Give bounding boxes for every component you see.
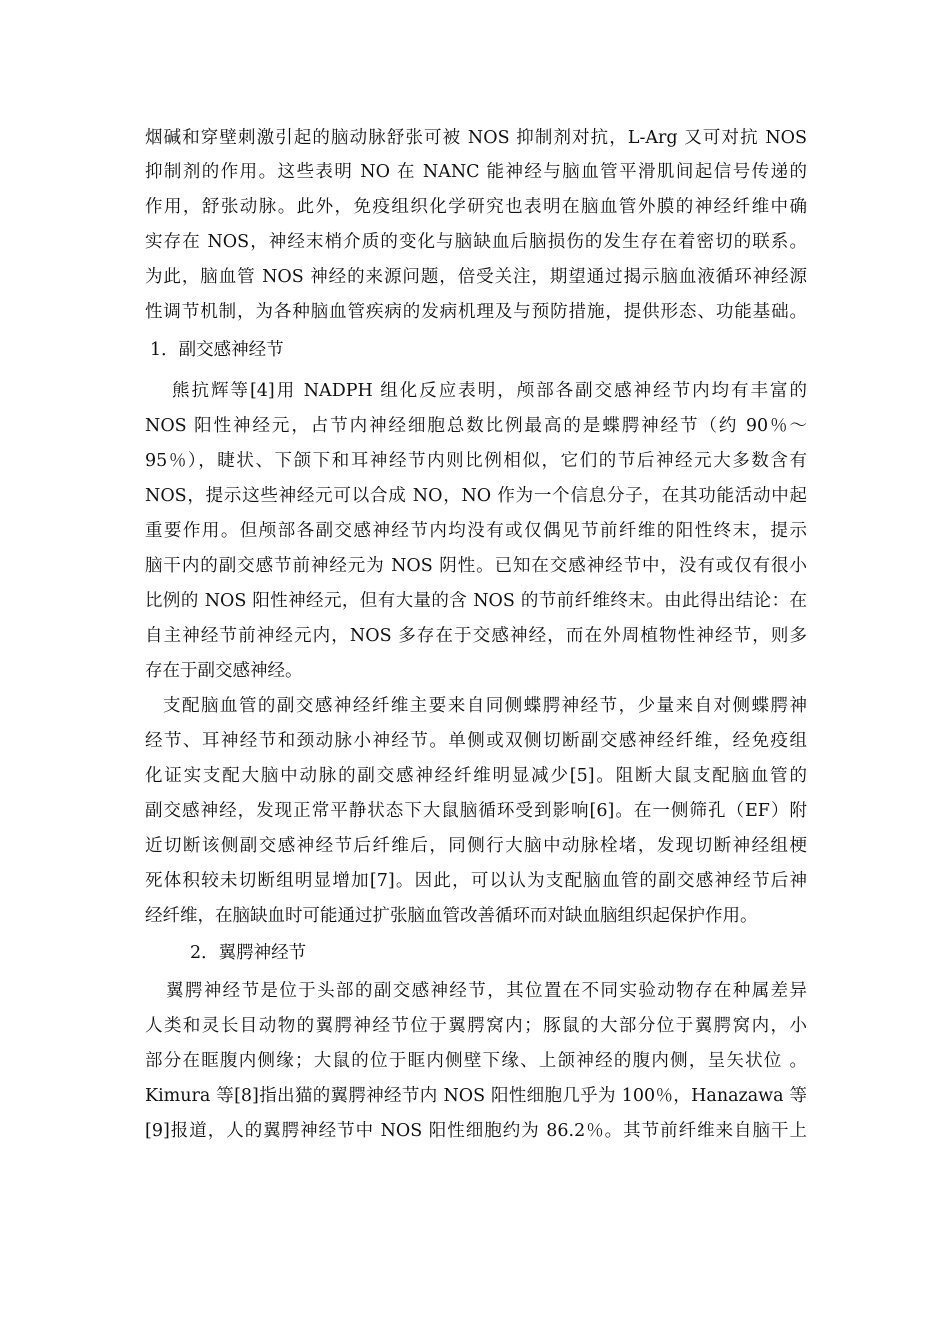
text-line: 比例的 NOS 阳性神经元，但有大量的含 NOS 的节前纤维终末。由此得出结论：在 — [145, 591, 807, 611]
text-line: 烟碱和穿壁刺激引起的脑动脉舒张可被 NOS 抑制剂对抗，L-Arg 又可对抗 NOS — [145, 128, 807, 148]
text-line: 实存在 NOS，神经末梢介质的变化与脑缺血后脑损伤的发生存在着密切的联系。 — [145, 232, 807, 252]
text-line: 性调节机制，为各种脑血管疾病的发病机理及与预防措施，提供形态、功能基础。 — [145, 302, 807, 322]
text-line: 熊抗辉等[4]用 NADPH 组化反应表明，颅部各副交感神经节内均有丰富的 — [172, 381, 807, 401]
text-line: 经纤维，在脑缺血时可能通过扩张脑血管改善循环而对缺血脑组织起保护作用。 — [145, 906, 758, 926]
text-line: 支配脑血管的副交感神经纤维主要来自同侧蝶腭神经节，少量来自对侧蝶腭神 — [163, 696, 807, 716]
text-line: [9]报道，人的翼腭神经节中 NOS 阳性细胞约为 86.2％。其节前纤维来自脑干上 — [145, 1121, 807, 1141]
section-heading-1: 1．副交感神经节 — [150, 340, 284, 360]
text-line: 翼腭神经节是位于头部的副交感神经节，其位置在不同实验动物存在种属差异 — [166, 981, 807, 1001]
text-line: 副交感神经，发现正常平静状态下大鼠脑循环受到影响[6]。在一侧筛孔（EF）附 — [145, 801, 807, 821]
text-line: 经节、耳神经节和颈动脉小神经节。单侧或双侧切断副交感神经纤维，经免疫组 — [145, 731, 807, 751]
text-line: 95％），睫状、下颌下和耳神经节内则比例相似，它们的节后神经元大多数含有 — [145, 451, 807, 471]
text-line: 人类和灵长目动物的翼腭神经节位于翼腭窝内；豚鼠的大部分位于翼腭窝内，小 — [145, 1016, 807, 1036]
text-line: 作用，舒张动脉。此外，免疫组织化学研究也表明在脑血管外膜的神经纤维中确 — [145, 197, 807, 217]
text-line: 化证实支配大脑中动脉的副交感神经纤维明显减少[5]。阻断大鼠支配脑血管的 — [145, 766, 807, 786]
text-line: 重要作用。但颅部各副交感神经节内均没有或仅偶见节前纤维的阳性终末，提示 — [145, 521, 807, 541]
text-line: 死体积较未切断组明显增加[7]。因此，可以认为支配脑血管的副交感神经节后神 — [145, 871, 807, 891]
text-line: 存在于副交感神经。 — [145, 661, 303, 681]
text-line: 部分在眶腹内侧缘；大鼠的位于眶内侧壁下缘、上颌神经的腹内侧，呈矢状位 。 — [145, 1051, 807, 1071]
text-line: 脑干内的副交感节前神经元为 NOS 阴性。已知在交感神经节中，没有或仅有很小 — [145, 556, 807, 576]
text-line: Kimura 等[8]指出猫的翼腭神经节内 NOS 阳性细胞几乎为 100％，Hanazawa 等 — [145, 1086, 807, 1106]
text-line: 抑制剂的作用。这些表明 NO 在 NANC 能神经与脑血管平滑肌间起信号传递的 — [145, 162, 807, 182]
text-line: NOS 阳性神经元，占节内神经细胞总数比例最高的是蝶腭神经节（约 90％～ — [145, 416, 807, 436]
text-line: 为此，脑血管 NOS 神经的来源问题，倍受关注，期望通过揭示脑血液循环神经源 — [145, 267, 807, 287]
text-line: NOS，提示这些神经元可以合成 NO，NO 作为一个信息分子，在其功能活动中起 — [145, 486, 807, 506]
section-heading-2: 2．翼腭神经节 — [190, 943, 307, 963]
text-line: 近切断该侧副交感神经节后纤维后，同侧行大脑中动脉栓堵，发现切断神经组梗 — [145, 836, 807, 856]
text-line: 自主神经节前神经元内，NOS 多存在于交感神经，而在外周植物性神经节，则多 — [145, 626, 807, 646]
